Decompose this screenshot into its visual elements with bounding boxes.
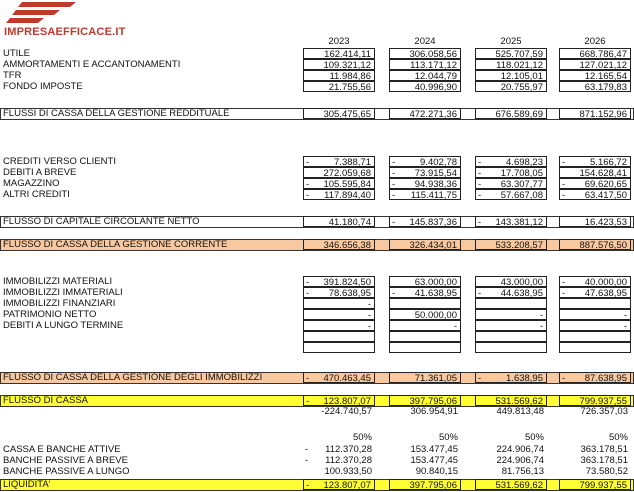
cell-value: 346.656,38 xyxy=(323,240,371,251)
empty-row xyxy=(0,342,634,354)
cell-2025 xyxy=(475,395,547,406)
total-row-circolante xyxy=(0,216,634,228)
cell-2023 xyxy=(303,309,375,320)
cell-2026 xyxy=(559,59,631,70)
row-label: IMMOBILIZZI MATERIALI xyxy=(3,276,113,287)
cell-2025 xyxy=(475,406,547,417)
cell-2024 xyxy=(389,455,461,466)
cell-value: 224.906,74 xyxy=(496,444,544,455)
cell-2024 xyxy=(389,167,461,178)
row-label: FONDO IMPOSTE xyxy=(3,81,83,92)
year-2025: 2025 xyxy=(500,36,522,47)
negative-sign: - xyxy=(392,217,396,228)
cell-value: - xyxy=(453,321,457,332)
empty-cell xyxy=(303,342,375,353)
cell-value: 63.307,77 xyxy=(500,179,543,190)
empty-cell xyxy=(559,331,631,342)
cell-value: 78.638,95 xyxy=(328,288,371,299)
cell-2026 xyxy=(559,444,631,455)
cell-value: 871.152,96 xyxy=(579,109,627,120)
cell-2026 xyxy=(559,167,631,178)
negative-sign: - xyxy=(478,190,482,201)
cell-value: 90.840,15 xyxy=(415,466,458,477)
cell-value: 16.423,53 xyxy=(584,217,627,228)
cell-2023 xyxy=(303,167,375,178)
cell-2025 xyxy=(475,189,547,200)
cell-value: - xyxy=(623,321,627,332)
income-row xyxy=(0,81,634,93)
cell-2025 xyxy=(475,309,547,320)
cell-2023 xyxy=(303,48,375,59)
cell-2023 xyxy=(303,108,375,119)
cell-2024 xyxy=(389,178,461,189)
cell-value: 12.165,54 xyxy=(584,71,627,82)
row-label: LIQUIDITA' xyxy=(3,479,51,490)
circolante-row xyxy=(0,189,634,201)
cell-2025 xyxy=(475,239,547,250)
cell-value: - xyxy=(539,310,543,321)
cell-2026 xyxy=(559,189,631,200)
cell-2026 xyxy=(559,156,631,167)
cell-value: 63.000,00 xyxy=(414,277,457,288)
cell-value: 73.915,54 xyxy=(414,168,457,179)
cell-2026 xyxy=(559,455,631,466)
cell-value: 449.813,48 xyxy=(496,406,544,417)
cell-2025 xyxy=(475,70,547,81)
cell-value: 123.807,07 xyxy=(323,396,371,407)
row-label: AMMORTAMENTI E ACCANTONAMENTI xyxy=(3,59,181,70)
cell-value: - xyxy=(367,299,371,310)
cell-2023 xyxy=(303,70,375,81)
negative-sign: - xyxy=(306,288,310,299)
cell-2024 xyxy=(389,276,461,287)
cell-value: 109.321,12 xyxy=(323,60,371,71)
cell-2023 xyxy=(303,444,375,455)
total-row-immobilizzi xyxy=(0,372,634,384)
cell-2026 xyxy=(559,108,631,119)
total-row-reddituale xyxy=(0,108,634,120)
percent-row xyxy=(0,432,634,444)
cell-value: 81.756,13 xyxy=(501,466,544,477)
cell-value: 531.569,62 xyxy=(495,396,543,407)
cell-2024 xyxy=(389,48,461,59)
cell-value: 525.707,59 xyxy=(495,49,543,60)
cell-value: 397.795,06 xyxy=(409,480,457,491)
cell-2026 xyxy=(559,81,631,92)
cell-2023 xyxy=(303,216,375,227)
negative-sign: - xyxy=(306,396,310,407)
row-label: IMMOBILIZZI FINANZIARI xyxy=(3,298,116,309)
cell-2025 xyxy=(475,59,547,70)
cell-2024 xyxy=(389,372,461,383)
cell-2024 xyxy=(389,108,461,119)
cell-2023 xyxy=(303,479,375,490)
cell-2023 xyxy=(303,455,375,466)
negative-sign: - xyxy=(306,190,310,201)
year-2024: 2024 xyxy=(414,36,436,47)
cell-2024 xyxy=(389,406,461,417)
cell-value: 50% xyxy=(524,432,544,443)
cell-value: 100.933,50 xyxy=(324,466,372,477)
negative-sign: - xyxy=(562,157,566,168)
cell-value: 50% xyxy=(438,432,458,443)
cell-value: - xyxy=(623,310,627,321)
cell-2025 xyxy=(475,108,547,119)
negative-sign: - xyxy=(478,179,482,190)
cell-2026 xyxy=(559,216,631,227)
cell-value: 87.638,95 xyxy=(584,373,627,384)
cell-2024 xyxy=(389,320,461,331)
cell-2023 xyxy=(303,432,375,443)
cell-2026 xyxy=(559,70,631,81)
cell-value: 63.179,83 xyxy=(584,82,627,93)
row-label: CREDITI VERSO CLIENTI xyxy=(3,156,116,167)
total-row-corrente xyxy=(0,239,634,251)
cell-2026 xyxy=(559,466,631,477)
cell-value: 391.824,50 xyxy=(323,277,371,288)
row-label: IMMOBILIZZI IMMATERIALI xyxy=(3,287,123,298)
cell-2025 xyxy=(475,81,547,92)
cell-2025 xyxy=(475,48,547,59)
cell-2026 xyxy=(559,406,631,417)
cell-value: 17.708,05 xyxy=(500,168,543,179)
cell-2024 xyxy=(389,466,461,477)
cell-2026 xyxy=(559,239,631,250)
cell-value: 145.837,36 xyxy=(409,217,457,228)
negative-sign: - xyxy=(562,373,566,384)
cell-value: 224.906,74 xyxy=(496,455,544,466)
negative-sign: - xyxy=(562,277,566,288)
cell-2024 xyxy=(389,59,461,70)
brand-logo xyxy=(0,0,126,40)
cell-value: 306.058,56 xyxy=(409,49,457,60)
empty-cell xyxy=(303,331,375,342)
cell-value: 21.755,56 xyxy=(328,82,371,93)
row-label: DEBITI A BREVE xyxy=(3,167,77,178)
negative-sign: - xyxy=(478,373,482,384)
cell-value: - xyxy=(367,321,371,332)
negative-sign: - xyxy=(392,157,396,168)
cell-value: 472.271,36 xyxy=(409,109,457,120)
negative-sign: - xyxy=(478,288,482,299)
total-row-liquidita xyxy=(0,479,634,491)
row-label: FLUSSO DI CASSA xyxy=(3,395,88,406)
cell-2025 xyxy=(475,479,547,490)
cell-2023 xyxy=(303,466,375,477)
cell-value: - xyxy=(539,321,543,332)
cell-value: -224.740,57 xyxy=(321,406,372,417)
negative-sign: - xyxy=(478,168,482,179)
cell-2026 xyxy=(559,276,631,287)
cell-2023 xyxy=(303,156,375,167)
negative-sign: - xyxy=(306,157,310,168)
cell-value: 105.595,84 xyxy=(323,179,371,190)
cell-2024 xyxy=(389,479,461,490)
row-label: MAGAZZINO xyxy=(3,178,60,189)
cell-value: 799.937,55 xyxy=(579,480,627,491)
cell-value: 50% xyxy=(608,432,628,443)
cell-value: 40.996,90 xyxy=(414,82,457,93)
cell-value: 4.698,23 xyxy=(506,157,543,168)
cell-value: 69.620,65 xyxy=(584,179,627,190)
cell-2025 xyxy=(475,444,547,455)
row-label: BANCHE PASSIVE A BREVE xyxy=(3,455,128,466)
negative-sign: - xyxy=(562,190,566,201)
cell-value: 73.580,52 xyxy=(585,466,628,477)
cell-value: 9.402,78 xyxy=(420,157,457,168)
row-label: FLUSSO DI CASSA DELLA GESTIONE DEGLI IMMOBILIZZI xyxy=(3,372,263,383)
cell-2025 xyxy=(475,287,547,298)
cell-2024 xyxy=(389,156,461,167)
cell-value: 41.638,95 xyxy=(414,288,457,299)
negative-sign: - xyxy=(392,168,396,179)
empty-cell xyxy=(559,342,631,353)
cell-value: 153.477,45 xyxy=(410,455,458,466)
cell-value: 153.477,45 xyxy=(410,444,458,455)
cell-value: 47.638,95 xyxy=(584,288,627,299)
cell-value: 676.589,69 xyxy=(495,109,543,120)
brand-name: IMPRESAEFFICACE.IT xyxy=(4,26,126,38)
negative-sign: - xyxy=(305,455,309,466)
negative-sign: - xyxy=(562,179,566,190)
cell-value: 726.357,03 xyxy=(580,406,628,417)
cell-value: 5.166,72 xyxy=(590,157,627,168)
row-label: FLUSSO DI CASSA DELLA GESTIONE CORRENTE xyxy=(3,239,228,250)
cell-2026 xyxy=(559,309,631,320)
row-label: FLUSSO DI CAPITALE CIRCOLANTE NETTO xyxy=(3,216,200,227)
empty-cell xyxy=(475,342,547,353)
cell-2024 xyxy=(389,395,461,406)
cell-2024 xyxy=(389,287,461,298)
cell-value: 363.178,51 xyxy=(580,455,628,466)
cell-2023 xyxy=(303,287,375,298)
cell-2023 xyxy=(303,59,375,70)
negative-sign: - xyxy=(562,288,566,299)
cell-value: 115.411,75 xyxy=(410,190,457,201)
cell-2025 xyxy=(475,432,547,443)
cell-2026 xyxy=(559,395,631,406)
cell-value: 112.370,28 xyxy=(325,455,372,466)
cell-2023 xyxy=(303,276,375,287)
cell-value: 113.171,12 xyxy=(410,60,457,71)
cell-2023 xyxy=(303,406,375,417)
row-label: ALTRI CREDITI xyxy=(3,189,70,200)
cell-value: 305.475,65 xyxy=(323,109,371,120)
cell-2024 xyxy=(389,81,461,92)
cell-value: 326.434,01 xyxy=(409,240,457,251)
cell-value: 154.628,41 xyxy=(579,168,627,179)
negative-sign: - xyxy=(306,277,310,288)
cell-value: 50% xyxy=(352,432,372,443)
cell-value: 272.059,68 xyxy=(323,168,371,179)
negative-sign: - xyxy=(392,288,396,299)
negative-sign: - xyxy=(306,373,310,384)
cell-value: 11.984,86 xyxy=(329,71,371,82)
cell-2025 xyxy=(475,298,547,309)
cell-value: 306.954,91 xyxy=(410,406,458,417)
row-label: TFR xyxy=(3,70,22,81)
year-2026: 2026 xyxy=(584,36,606,47)
cell-value: 57.667,08 xyxy=(500,190,543,201)
row-label: BANCHE PASSIVE A LUNGO xyxy=(3,466,130,477)
cell-2023 xyxy=(303,395,375,406)
cell-2025 xyxy=(475,276,547,287)
cell-value: 118.021,12 xyxy=(496,60,543,71)
cell-value: 162.414,11 xyxy=(324,49,371,60)
empty-cell xyxy=(389,342,461,353)
cell-value: 71.361,05 xyxy=(414,373,457,384)
cell-value: 63.417,50 xyxy=(584,190,627,201)
cell-2025 xyxy=(475,455,547,466)
cell-value: 40.000,00 xyxy=(584,277,627,288)
cell-value: 531.569,62 xyxy=(495,480,543,491)
empty-cell xyxy=(475,331,547,342)
cell-2024 xyxy=(389,70,461,81)
cell-2024 xyxy=(389,298,461,309)
cell-2024 xyxy=(389,216,461,227)
cell-2026 xyxy=(559,287,631,298)
cell-value: 20.755,97 xyxy=(500,82,543,93)
cell-2024 xyxy=(389,189,461,200)
cell-2026 xyxy=(559,298,631,309)
cell-2026 xyxy=(559,48,631,59)
cell-value: 799.937,55 xyxy=(579,396,627,407)
cell-value: 7.388,71 xyxy=(334,157,371,168)
cell-value: 12.105,01 xyxy=(500,71,543,82)
row-label: DEBITI A LUNGO TERMINE xyxy=(3,320,124,331)
negative-sign: - xyxy=(392,179,396,190)
cell-value: - xyxy=(367,310,371,321)
cell-2025 xyxy=(475,178,547,189)
cell-2026 xyxy=(559,479,631,490)
cell-value: 668.786,47 xyxy=(579,49,627,60)
cell-value: 94.938,36 xyxy=(414,179,457,190)
cell-2024 xyxy=(389,432,461,443)
cell-value: 44.638,95 xyxy=(500,288,543,299)
cell-value: 363.178,51 xyxy=(580,444,628,455)
cell-2025 xyxy=(475,156,547,167)
row-label: UTILE xyxy=(3,48,30,59)
cell-value: 50.000,00 xyxy=(414,310,457,321)
negative-sign: - xyxy=(305,444,309,455)
cell-value: 41.180,74 xyxy=(328,217,371,228)
cell-value: 43.000,00 xyxy=(500,277,543,288)
liquidita-row xyxy=(0,466,634,478)
row-label: PATRIMONIO NETTO xyxy=(3,309,97,320)
row-label: CASSA E BANCHE ATTIVE xyxy=(3,444,121,455)
year-header xyxy=(0,36,634,48)
cell-2026 xyxy=(559,178,631,189)
cell-value: 533.208,57 xyxy=(495,240,543,251)
cell-2024 xyxy=(389,309,461,320)
cell-2024 xyxy=(389,239,461,250)
year-2023: 2023 xyxy=(328,36,350,47)
empty-cell xyxy=(389,331,461,342)
cell-2025 xyxy=(475,466,547,477)
cell-value: 127.021,12 xyxy=(579,60,627,71)
cell-value: 143.381,12 xyxy=(495,217,543,228)
cell-value: 470.463,45 xyxy=(323,373,371,384)
cell-value: 112.370,28 xyxy=(325,444,372,455)
cell-2025 xyxy=(475,372,547,383)
cell-2026 xyxy=(559,432,631,443)
cell-value: 117.894,40 xyxy=(324,190,371,201)
negative-sign: - xyxy=(306,179,310,190)
cell-2025 xyxy=(475,320,547,331)
row-label: FLUSSI DI CASSA DELLA GESTIONE REDDITUALE xyxy=(3,108,230,119)
cell-2026 xyxy=(559,372,631,383)
cell-2025 xyxy=(475,216,547,227)
cell-2026 xyxy=(559,320,631,331)
cell-2023 xyxy=(303,81,375,92)
cell-value: 12.044,79 xyxy=(414,71,457,82)
cell-value: 1.638,95 xyxy=(506,373,543,384)
negative-sign: - xyxy=(478,217,482,228)
cell-value: 397.795,06 xyxy=(409,396,457,407)
negative-sign: - xyxy=(306,480,310,491)
cell-2023 xyxy=(303,239,375,250)
cell-2024 xyxy=(389,444,461,455)
negative-sign: - xyxy=(478,157,482,168)
cell-2023 xyxy=(303,178,375,189)
cell-value: 123.807,07 xyxy=(323,480,371,491)
extra-row xyxy=(0,406,634,418)
cell-2023 xyxy=(303,320,375,331)
cell-value: 887.576,50 xyxy=(579,240,627,251)
cell-2025 xyxy=(475,167,547,178)
negative-sign: - xyxy=(392,190,396,201)
cell-2023 xyxy=(303,189,375,200)
cell-2023 xyxy=(303,372,375,383)
cell-2023 xyxy=(303,298,375,309)
